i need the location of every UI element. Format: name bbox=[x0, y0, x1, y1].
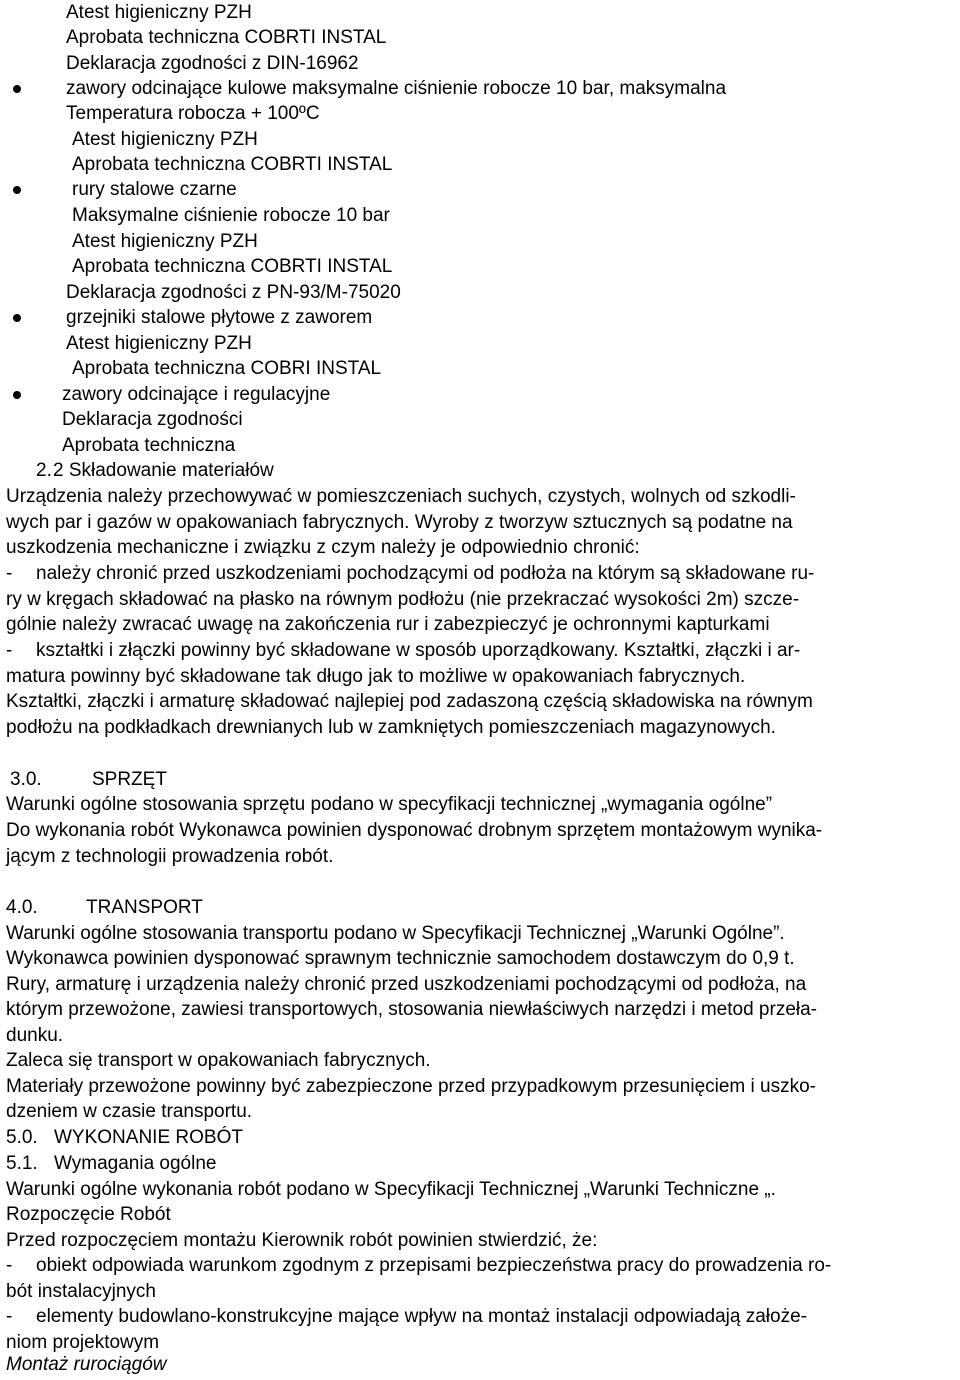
section-number: 2. bbox=[36, 460, 52, 481]
list-bullet-item: rury stalowe czarne bbox=[0, 177, 960, 203]
paragraph-line: Materiały przewożone powinny być zabezpieczone przed przypadkowym przesunięciem i uszko- bbox=[6, 1076, 816, 1097]
paragraph-line: Rury, armaturę i urządzenia należy chronić przed uszkodzeniami pochodzącymi od podłoża, na bbox=[6, 974, 807, 995]
list-line: Atest higieniczny PZH bbox=[72, 129, 258, 150]
list-line: Deklaracja zgodności z PN-93/M-75020 bbox=[66, 282, 401, 303]
dash: - bbox=[6, 1306, 13, 1327]
section-number: 3.0. bbox=[10, 769, 42, 790]
section-number: 5.1. bbox=[6, 1153, 38, 1174]
section-title: 2 Składowanie materiałów bbox=[53, 460, 274, 481]
paragraph-line: dzeniem w czasie transportu. bbox=[6, 1101, 253, 1122]
section-heading bbox=[0, 458, 960, 484]
bullet-icon bbox=[13, 314, 21, 322]
list-line: Atest higieniczny PZH bbox=[66, 2, 252, 23]
paragraph-line: wych par i gazów w opakowaniach fabrycznych. Wyroby z tworzyw sztucznych są podatne na bbox=[6, 512, 793, 533]
paragraph-line: dunku. bbox=[6, 1025, 64, 1046]
list-bullet-item: zawory odcinające kulowe maksymalne ciśnienie robocze 10 bar, maksymalna bbox=[0, 76, 960, 102]
paragraph-line: Zaleca się transport w opakowaniach fabrycznych. bbox=[6, 1050, 431, 1071]
paragraph-line: gólnie należy zwracać uwagę na zakończenia rur i zabezpieczyć je ochronnymi kapturkami bbox=[6, 614, 770, 635]
paragraph-line: Do wykonania robót Wykonawca powinien dysponować drobnym sprzętem montażowym wynika- bbox=[6, 820, 823, 841]
paragraph-line: Urządzenia należy przechowywać w pomieszczeniach suchych, czystych, wolnych od szkodli- bbox=[6, 486, 796, 507]
list-line: Aprobata techniczna COBRI INSTAL bbox=[72, 358, 382, 379]
list-bullet-item: zawory odcinające i regulacyjne bbox=[0, 382, 960, 408]
subsection-title: Montaż rurociągów bbox=[6, 1354, 167, 1375]
bullet-icon bbox=[13, 186, 21, 194]
section-heading bbox=[0, 767, 960, 793]
list-line: Atest higieniczny PZH bbox=[66, 333, 252, 354]
section-number: 5.0. bbox=[6, 1127, 38, 1148]
paragraph-line: podłożu na podkładkach drewnianych lub w zamkniętych pomieszczeniach magazynowych. bbox=[6, 717, 776, 738]
dash-item: - należy chronić przed uszkodzeniami pochodzącymi od podłoża na którym są składowane ru- bbox=[0, 561, 960, 587]
section-title: SPRZĘT bbox=[92, 769, 167, 790]
paragraph-line: jącym z technologii prowadzenia robót. bbox=[6, 846, 334, 867]
section-heading bbox=[0, 1151, 960, 1177]
paragraph-line: Warunki ogólne wykonania robót podano w Specyfikacji Technicznej „Warunki Techniczne „. bbox=[6, 1179, 776, 1200]
list-line: Deklaracja zgodności z DIN-16962 bbox=[66, 53, 359, 74]
dash: - bbox=[6, 1255, 13, 1276]
dash-item: - kształtki i złączki powinny być składowane w sposób uporządkowany. Kształtki, złączki i ar- bbox=[0, 638, 960, 664]
paragraph-line: uszkodzenia mechaniczne i związku z czym należy je odpowiednio chronić: bbox=[6, 537, 640, 558]
list-line: Maksymalne ciśnienie robocze 10 bar bbox=[72, 205, 390, 226]
section-heading bbox=[0, 895, 960, 921]
dash-item: - elementy budowlano-konstrukcyjne mające wpływ na montaż instalacji odpowiadają założe- bbox=[0, 1304, 960, 1330]
paragraph-line: którym przewożone, zawiesi transportowych, stosowania niewłaściwych narzędzi i metod przeła- bbox=[6, 999, 817, 1020]
dash: - bbox=[6, 563, 13, 584]
paragraph-line: Warunki ogólne stosowania transportu podano w Specyfikacji Technicznej „Warunki Ogólne”. bbox=[6, 923, 785, 944]
list-line: Atest higieniczny PZH bbox=[72, 231, 258, 252]
list-bullet-item: grzejniki stalowe płytowe z zaworem bbox=[0, 305, 960, 331]
bullet-icon bbox=[13, 85, 21, 93]
list-line: Deklaracja zgodności bbox=[62, 409, 243, 430]
paragraph-line: niom projektowym bbox=[6, 1332, 160, 1353]
list-line: Temperatura robocza + 100ºC bbox=[66, 103, 320, 124]
paragraph-line: Wykonawca powinien dysponować sprawnym technicznie samochodem dostawczym do 0,9 t. bbox=[6, 948, 795, 969]
bullet-icon bbox=[13, 391, 21, 399]
section-heading bbox=[0, 1125, 960, 1151]
list-line: Aprobata techniczna COBRTI INSTAL bbox=[72, 154, 393, 175]
dash-item: - obiekt odpowiada warunkom zgodnym z przepisami bezpieczeństwa pracy do prowadzenia ro- bbox=[0, 1253, 960, 1279]
list-line: Aprobata techniczna COBRTI INSTAL bbox=[72, 256, 393, 277]
paragraph-line: Warunki ogólne stosowania sprzętu podano w specyfikacji technicznej „wymagania ogólne” bbox=[6, 794, 773, 815]
paragraph-line: bót instalacyjnych bbox=[6, 1281, 156, 1302]
list-line: Aprobata techniczna bbox=[62, 435, 236, 456]
paragraph-line: Rozpoczęcie Robót bbox=[6, 1204, 171, 1225]
section-number: 4.0. bbox=[6, 897, 38, 918]
section-title: Wymagania ogólne bbox=[54, 1153, 217, 1174]
paragraph-line: ry w kręgach składować na płasko na równym podłożu (nie przekraczać wysokości 2m) szcze- bbox=[6, 589, 800, 610]
paragraph-line: matura powinny być składowane tak długo jak to możliwe w opakowaniach fabrycznych. bbox=[6, 666, 746, 687]
section-title: WYKONANIE ROBÓT bbox=[54, 1127, 243, 1148]
dash: - bbox=[6, 640, 13, 661]
section-title: TRANSPORT bbox=[86, 897, 203, 918]
paragraph-line: Przed rozpoczęciem montażu Kierownik robót powinien stwierdzić, że: bbox=[6, 1230, 598, 1251]
paragraph-line: Kształtki, złączki i armaturę składować najlepiej pod zadaszoną częścią składowiska na równym bbox=[6, 691, 813, 712]
list-line: Aprobata techniczna COBRTI INSTAL bbox=[66, 27, 387, 48]
